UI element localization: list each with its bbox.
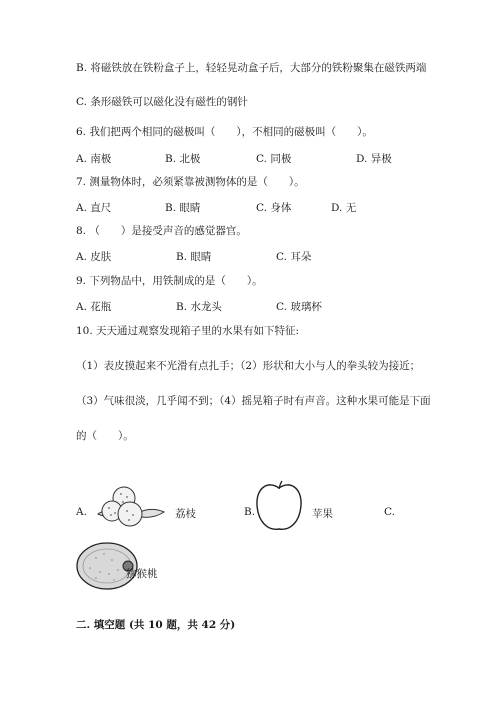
q8-option-a[interactable]: A. 皮肤 [76, 251, 112, 263]
question-8-stem: 8. （ ）是接受声音的感觉器官。 [76, 225, 247, 237]
q10-choice-b-letter[interactable]: B. [244, 506, 256, 518]
lychee-icon [92, 484, 172, 530]
q6-option-c[interactable]: C. 同极 [256, 153, 292, 165]
q7-option-c[interactable]: C. 身体 [256, 202, 292, 214]
q10-choice-c-letter[interactable]: C. [384, 506, 395, 518]
q10-choice-a-name: 荔枝 [175, 508, 196, 520]
option-c-line: C. 条形磁铁可以磁化没有磁性的钢针 [76, 96, 248, 108]
q10-choice-b-name: 苹果 [312, 508, 333, 520]
question-10-line-2: （3）气味很淡，几乎闻不到；（4）摇晃箱子时有声音。这种水果可能是下面 [76, 395, 431, 407]
q6-option-d[interactable]: D. 异极 [356, 153, 392, 165]
question-7-stem: 7. 测量物体时，必须紧靠被测物体的是（ ）。 [76, 176, 305, 188]
question-10-stem: 10. 天天通过观察发现箱子里的水果有如下特征: [76, 325, 300, 337]
question-9-stem: 9. 下列物品中，用铁制成的是（ ）。 [76, 275, 263, 287]
q8-option-b[interactable]: B. 眼睛 [176, 251, 212, 263]
q8-option-c[interactable]: C. 耳朵 [276, 251, 312, 263]
apple-icon [254, 478, 304, 534]
q10-choice-c-name: 猕猴桃 [126, 568, 158, 580]
q6-option-b[interactable]: B. 北极 [165, 153, 201, 165]
question-10-line-1: （1）表皮摸起来不光滑有点扎手；（2）形状和大小与人的拳头较为接近； [76, 360, 421, 372]
q9-option-b[interactable]: B. 水龙头 [176, 301, 222, 313]
question-6-stem: 6. 我们把两个相同的磁极叫（ ），不相同的磁极叫（ ）。 [76, 126, 373, 138]
q10-choice-a-letter[interactable]: A. [76, 506, 87, 518]
option-b-line: B. 将磁铁放在铁粉盒子上，轻轻晃动盒子后，大部分的铁粉聚集在磁铁两端 [76, 62, 427, 74]
q9-option-c[interactable]: C. 玻璃杯 [276, 301, 322, 313]
q6-option-a[interactable]: A. 南极 [76, 153, 112, 165]
q7-option-d[interactable]: D. 无 [331, 202, 357, 214]
q7-option-b[interactable]: B. 眼睛 [165, 202, 201, 214]
section-title: 二. 填空题 (共 10 题，共 42 分) [76, 619, 236, 631]
question-10-line-3: 的（ ）。 [76, 430, 134, 442]
q7-option-a[interactable]: A. 直尺 [76, 202, 112, 214]
q9-option-a[interactable]: A. 花瓶 [76, 301, 112, 313]
